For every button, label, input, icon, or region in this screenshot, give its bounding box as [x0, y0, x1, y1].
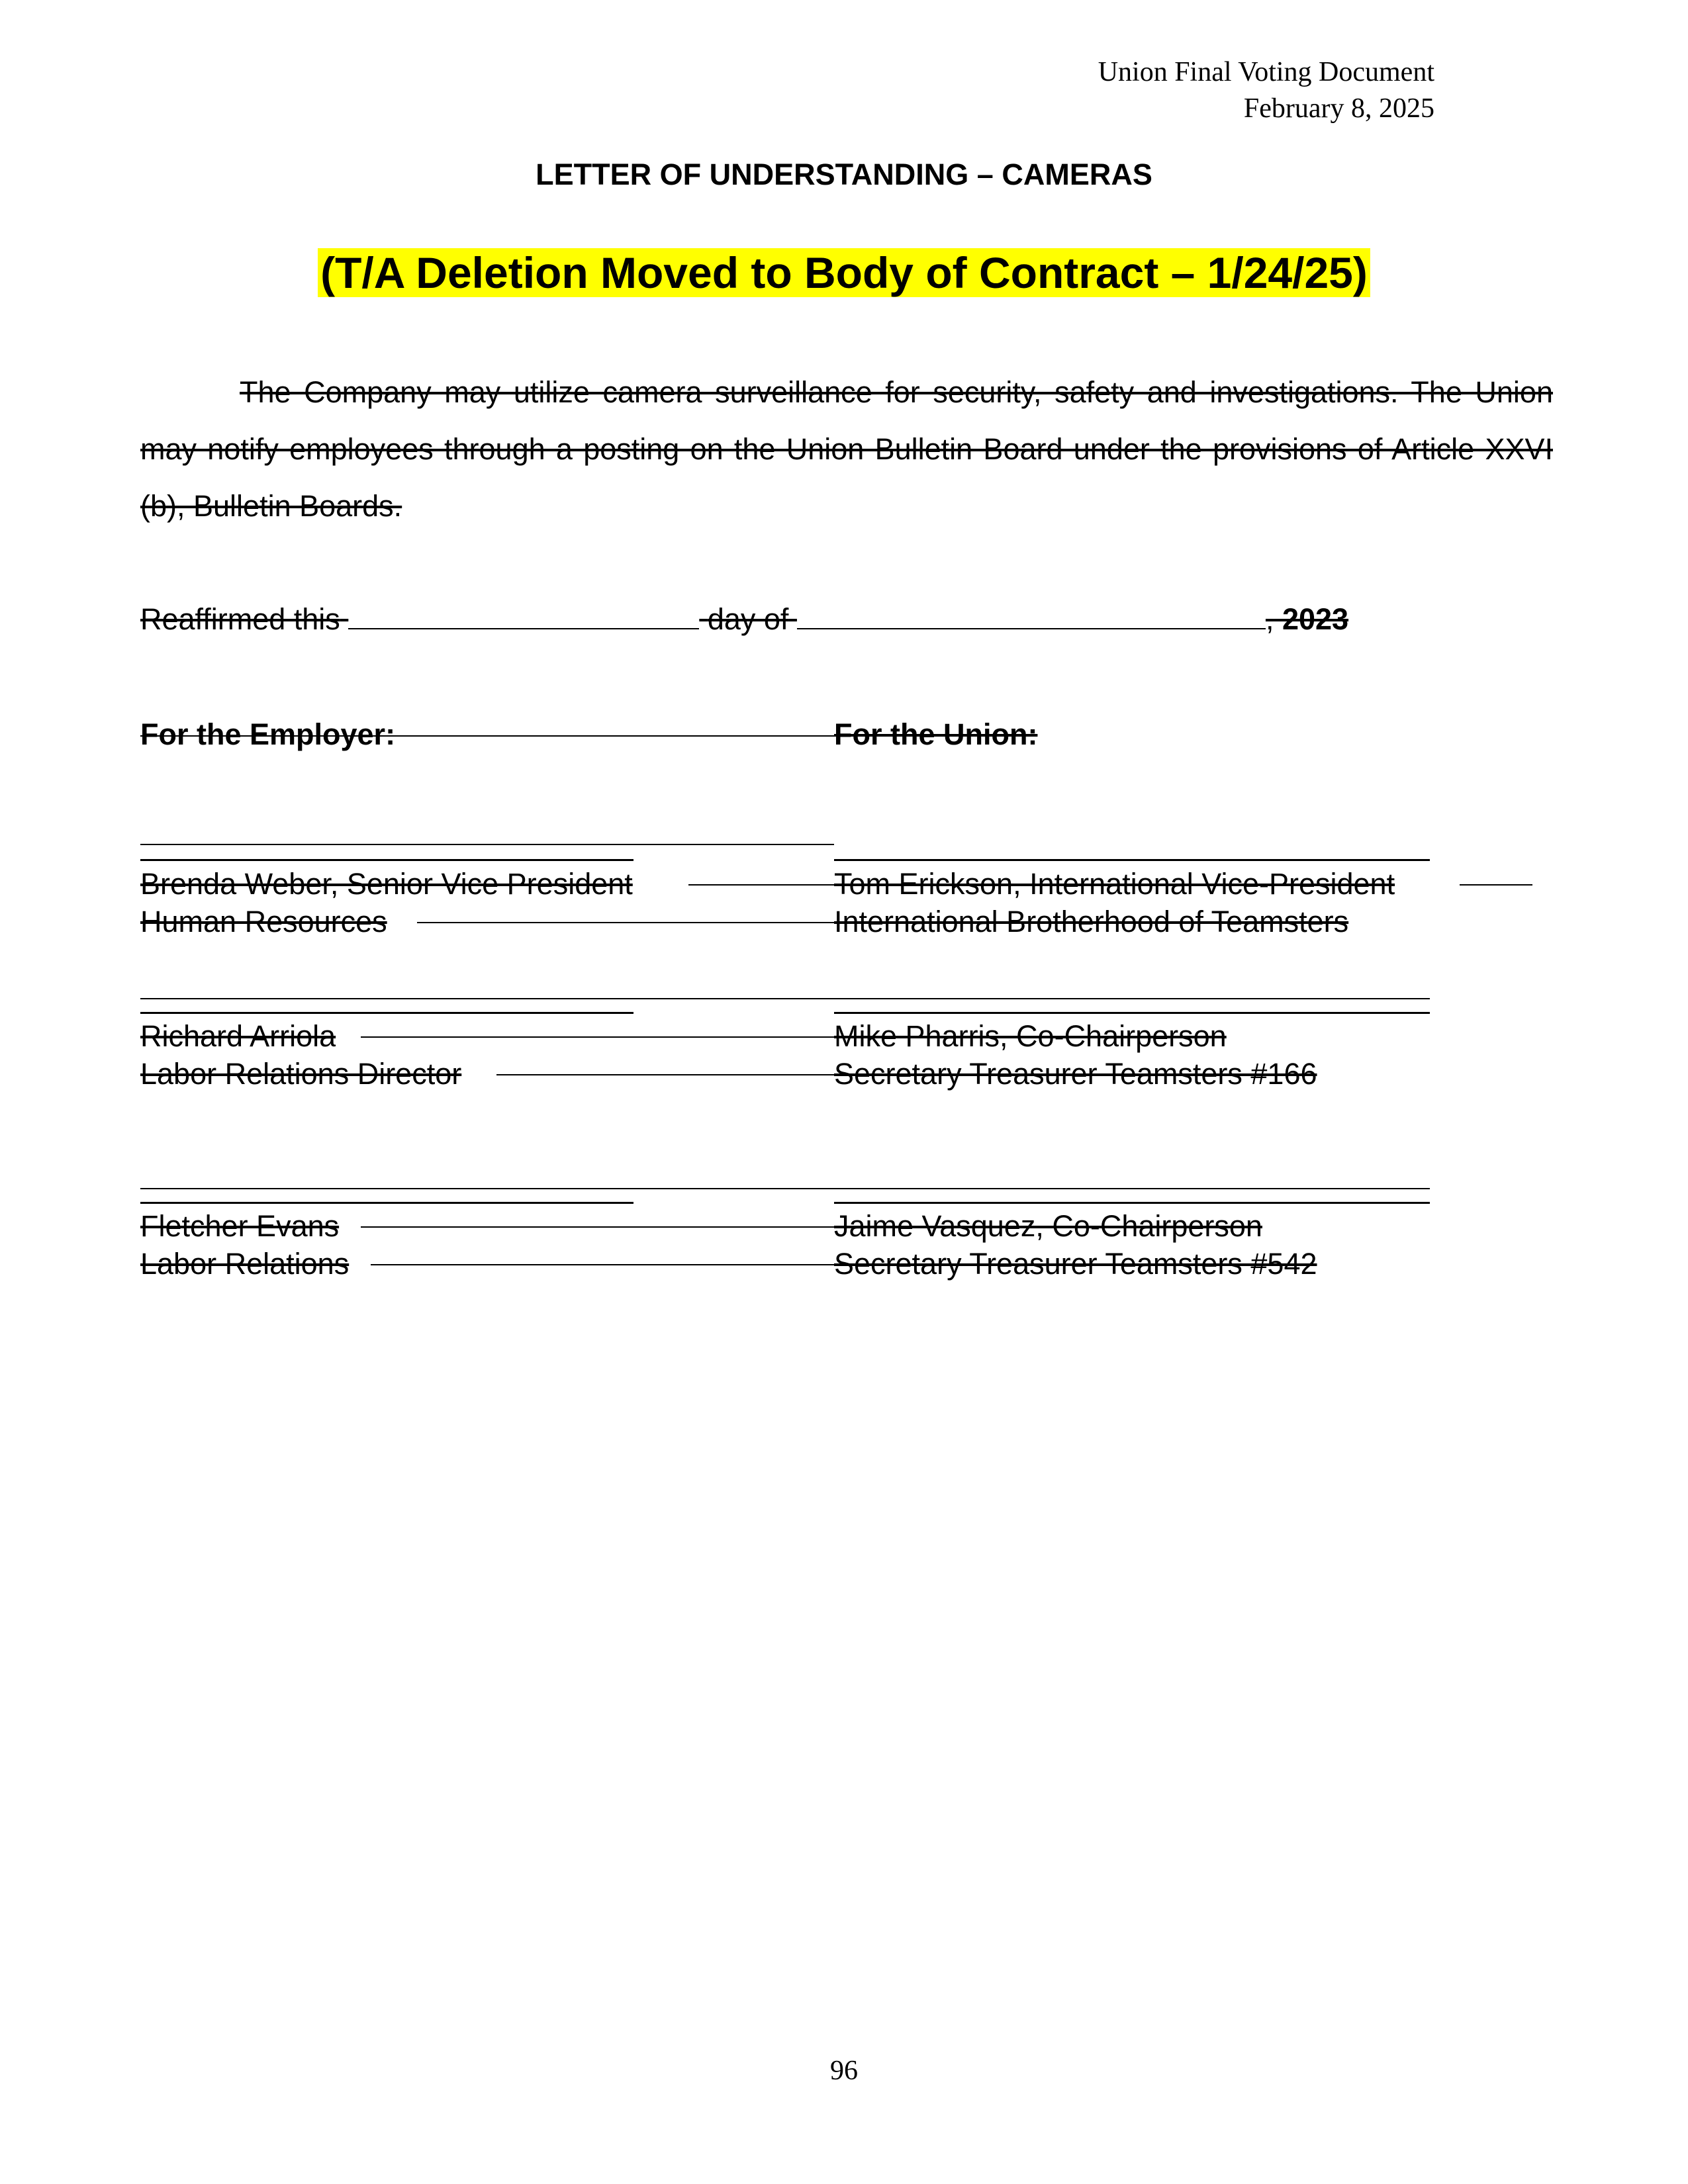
employer-title-strike-3: [371, 1264, 834, 1265]
employer-signature-line-1: [140, 859, 633, 861]
for-employer-label: For the Employer:: [140, 717, 396, 751]
employer-signature-line-3: [140, 1202, 633, 1204]
ta-note-wrapper: [0, 246, 1688, 299]
union-title-3: Secretary Treasurer Teamsters #542: [834, 1247, 1317, 1281]
document-title: LETTER OF UNDERSTANDING – CAMERAS: [536, 158, 1152, 191]
body-paragraph-text: The Company may utilize camera surveillance for security, safety and investigations. The Union may notify employees through a posting on the Union Bulletin Board under the provisions of Article XXVI (b), Bulletin Boards.: [140, 375, 1553, 523]
employer-name-strike-2: [361, 1036, 834, 1038]
for-employer-strike: [140, 735, 834, 737]
employer-name-strike-3: [361, 1226, 834, 1228]
reaffirm-prefix: Reaffirmed this: [140, 602, 340, 636]
employer-name-2: Richard Arriola: [140, 1019, 336, 1053]
signature-block-2-top-rule: [140, 998, 1430, 999]
ta-deletion-note: (T/A Deletion Moved to Body of Contract – 1/24/25): [318, 248, 1370, 297]
document-header: [1098, 54, 1434, 127]
reaffirm-line: [140, 599, 1348, 637]
for-union-label: For the Union:: [834, 717, 1038, 751]
union-name-3: Jaime Vasquez, Co-Chairperson: [834, 1209, 1262, 1243]
union-signature-line-3: [834, 1202, 1430, 1204]
header-voting-label: Union Final Voting Document: [1098, 57, 1434, 87]
union-name-1: Tom Erickson, International Vice-President: [834, 867, 1395, 901]
body-paragraph: [140, 364, 1553, 535]
employer-name-1: Brenda Weber, Senior Vice President: [140, 867, 633, 901]
union-top-strike-1: [834, 859, 1430, 860]
employer-title-1: Human Resources: [140, 905, 387, 938]
for-employer-line: [140, 716, 834, 752]
union-signature-line-2: [834, 1012, 1430, 1014]
employer-signature-line-2: [140, 1012, 633, 1014]
month-blank: [797, 599, 1266, 629]
signature-block-1-top-rule: [140, 844, 834, 845]
header-date: February 8, 2025: [1243, 93, 1434, 124]
employer-name-3: Fletcher Evans: [140, 1209, 340, 1243]
reaffirm-middle: day of: [707, 602, 789, 636]
employer-name-strike-1: [688, 884, 834, 886]
signature-block-3-top-rule: [140, 1188, 1430, 1189]
employer-title-3: Labor Relations: [140, 1247, 350, 1281]
reaffirm-year: 2023: [1282, 602, 1349, 636]
day-blank: [348, 599, 699, 629]
union-name-2: Mike Pharris, Co-Chairperson: [834, 1019, 1227, 1053]
page-number: 96: [830, 2056, 858, 2086]
union-title-2: Secretary Treasurer Teamsters #166: [834, 1057, 1317, 1091]
employer-title-strike-1: [417, 922, 834, 923]
union-name-strike-1: [1460, 884, 1532, 886]
union-title-1: International Brotherhood of Teamsters: [834, 905, 1349, 938]
employer-title-2: Labor Relations Director: [140, 1057, 462, 1091]
reaffirm-comma: ,: [1265, 602, 1274, 636]
employer-title-strike-2: [496, 1074, 834, 1075]
